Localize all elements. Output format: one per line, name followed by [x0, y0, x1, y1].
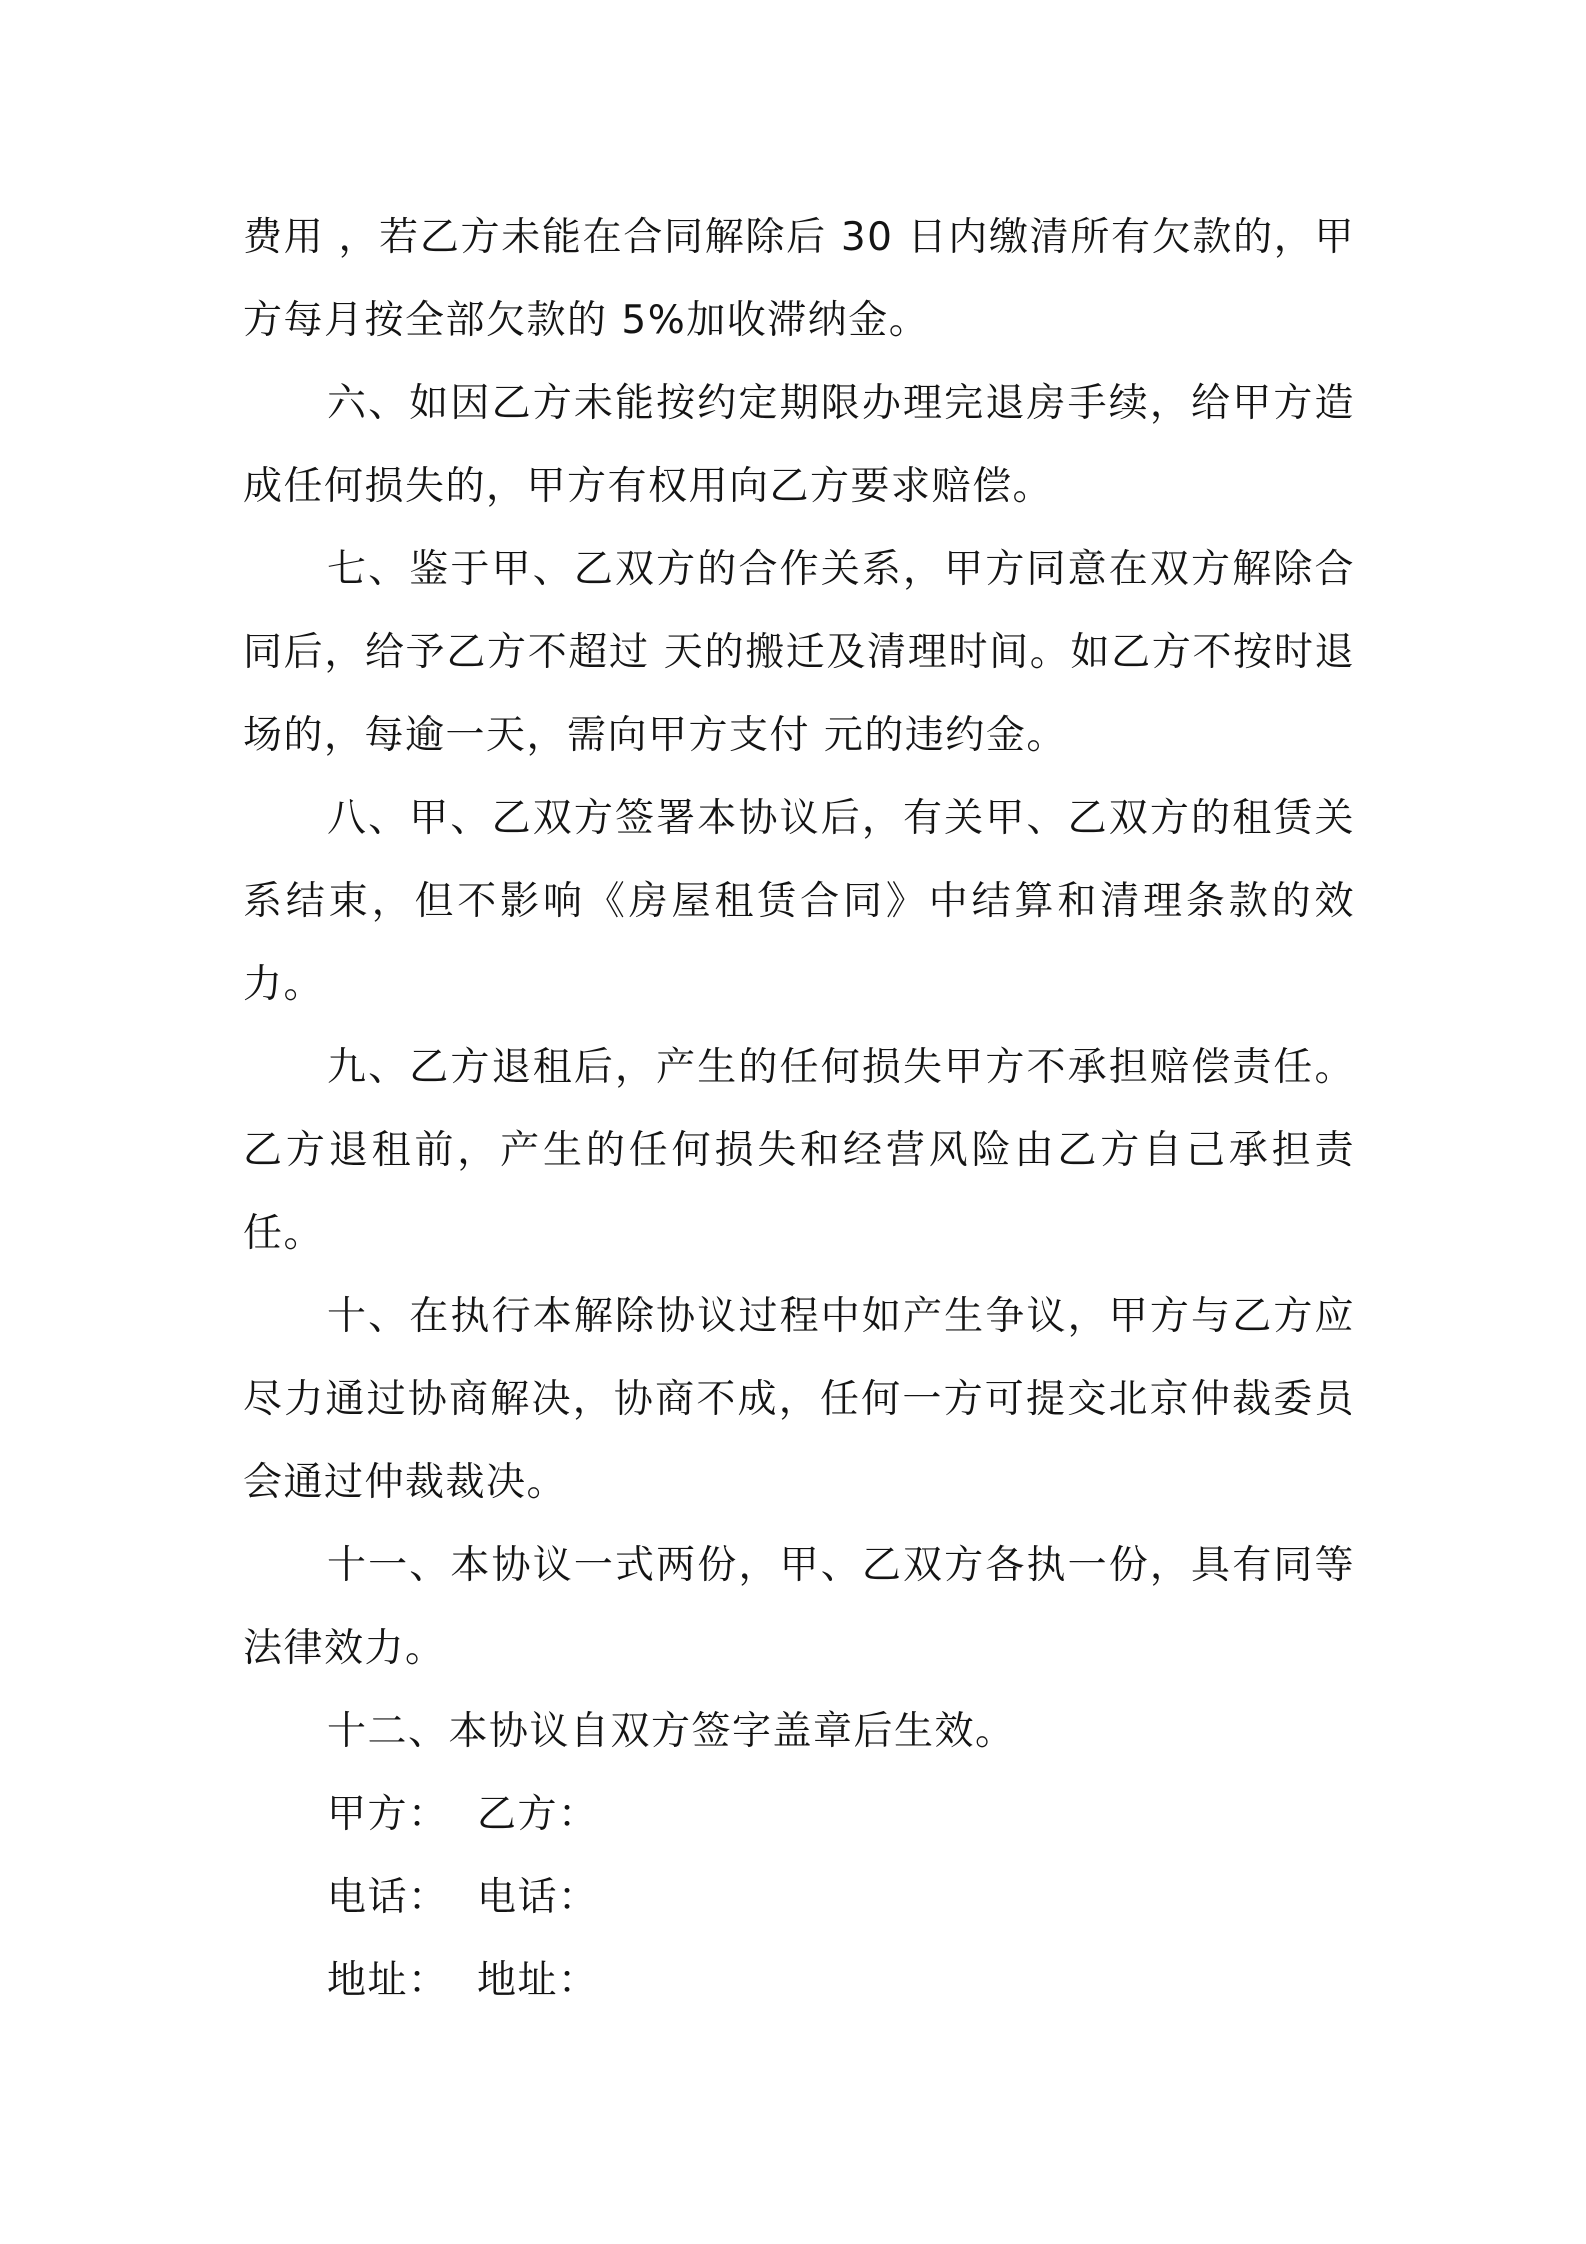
phone-b-label: 电话： — [477, 1875, 599, 1920]
document-page — [243, 196, 1355, 2022]
phone-a-label: 电话： — [327, 1875, 449, 1920]
signature-phone-row — [243, 1856, 1355, 1939]
party-b-label: 乙方： — [477, 1792, 599, 1837]
signature-party-row — [243, 1773, 1355, 1856]
signature-address-row — [243, 1939, 1355, 2022]
clause-11: 十一、本协议一式两份，甲、乙双方各执一份，具有同等法律效力。 — [243, 1543, 1355, 1671]
party-a-label: 甲方： — [327, 1792, 449, 1837]
clause-9: 九、乙方退租后，产生的任何损失甲方不承担赔偿责任。乙方退租前，产生的任何损失和经营风险由乙方自己承担责任。 — [243, 1045, 1355, 1256]
clause-6: 六、如因乙方未能按约定期限办理完退房手续，给甲方造成任何损失的，甲方有权用向乙方要求赔偿。 — [243, 381, 1355, 509]
address-b-label: 地址： — [477, 1958, 599, 2003]
address-a-label: 地址： — [327, 1958, 449, 2003]
clause-5-continuation: 费用 ，若乙方未能在合同解除后 30 日内缴清所有欠款的，甲方每月按全部欠款的 5%加收滞纳金。 — [243, 215, 1355, 343]
clause-12: 十二、本协议自双方签字盖章后生效。 — [327, 1709, 1016, 1754]
clause-10: 十、在执行本解除协议过程中如产生争议，甲方与乙方应尽力通过协商解决，协商不成，任何一方可提交北京仲裁委员会通过仲裁裁决。 — [243, 1294, 1355, 1505]
clause-8: 八、甲、乙双方签署本协议后，有关甲、乙双方的租赁关系结束，但不影响《房屋租赁合同》中结算和清理条款的效力。 — [243, 796, 1355, 1007]
clause-7: 七、鉴于甲、乙双方的合作关系，甲方同意在双方解除合同后，给予乙方不超过 天的搬迁及清理时间。如乙方不按时退场的，每逾一天，需向甲方支付 元的违约金。 — [243, 547, 1355, 758]
